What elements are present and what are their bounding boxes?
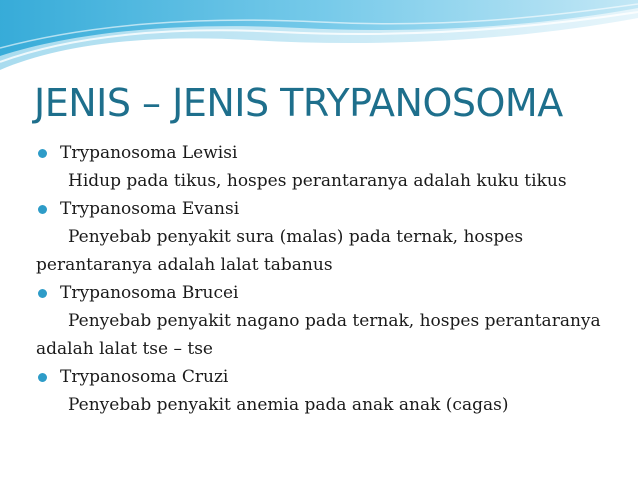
list-item-brucei — [36, 279, 626, 363]
list-item-cruzi — [36, 363, 626, 419]
header-wave-decoration — [0, 0, 638, 80]
item-description: Penyebab penyakit anemia pada anak anak (cagas) — [68, 395, 509, 415]
bullet-icon — [38, 205, 47, 214]
item-name: Trypanosoma Brucei — [60, 283, 239, 303]
list-item-evansi — [36, 195, 626, 279]
item-name: Trypanosoma Cruzi — [60, 367, 229, 387]
item-description: Penyebab penyakit sura (malas) pada ternak, hospes perantaranya adalah lalat tabanus — [36, 227, 524, 275]
slide-title: JENIS – JENIS TRYPANOSOMA — [34, 81, 563, 125]
bullet-icon — [38, 373, 47, 382]
item-description: Hidup pada tikus, hospes perantaranya adalah kuku tikus — [68, 171, 567, 191]
list-item-lewisi — [36, 139, 626, 195]
bullet-icon — [38, 149, 47, 158]
slide-content — [36, 139, 626, 419]
item-name: Trypanosoma Evansi — [60, 199, 240, 219]
item-name: Trypanosoma Lewisi — [60, 143, 238, 163]
bullet-icon — [38, 289, 47, 298]
item-description: Penyebab penyakit nagano pada ternak, hospes perantaranya adalah lalat tse – tse — [36, 311, 601, 359]
